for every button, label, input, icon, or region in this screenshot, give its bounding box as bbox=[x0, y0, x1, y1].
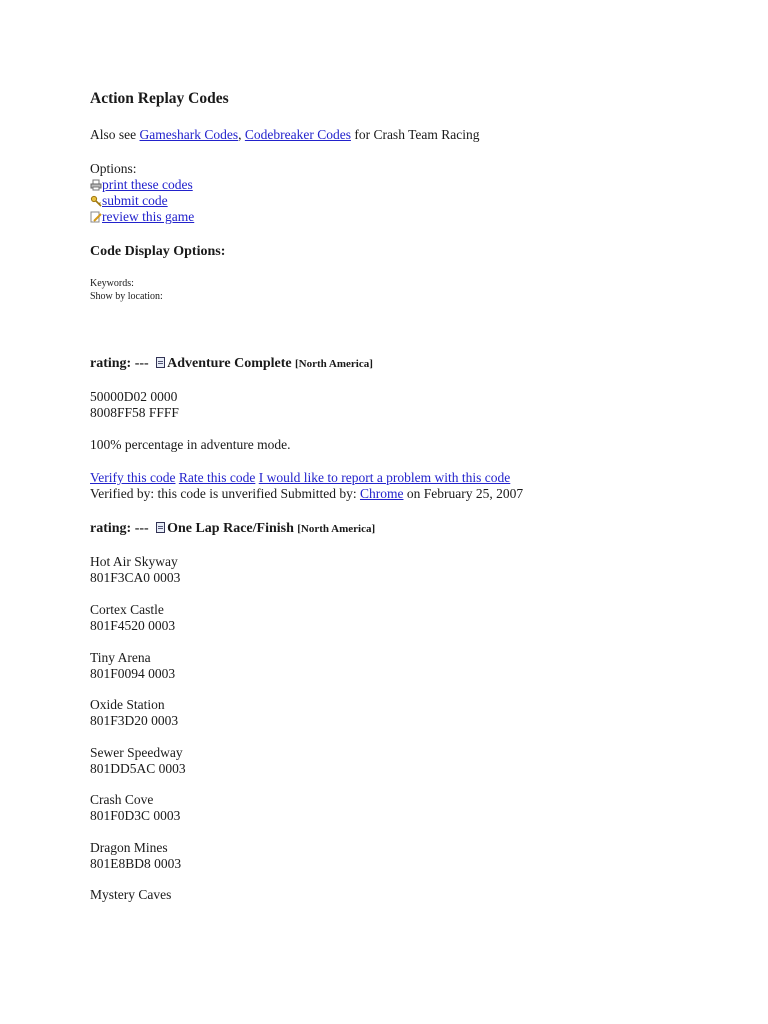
also-see-suffix: for Crash Team Racing bbox=[350, 127, 480, 142]
track-name: Mystery Caves bbox=[90, 887, 172, 902]
rating-label: rating: --- bbox=[90, 356, 149, 371]
document-icon bbox=[156, 522, 165, 533]
print-codes-link[interactable]: print these codes bbox=[102, 177, 193, 192]
track-block bbox=[90, 650, 175, 682]
display-options-heading: Code Display Options: bbox=[90, 244, 226, 259]
also-see-separator: , bbox=[238, 127, 245, 142]
track-name: Cortex Castle bbox=[90, 602, 164, 617]
options-label: Options: bbox=[90, 161, 137, 176]
verification-line bbox=[90, 486, 523, 502]
also-see-line bbox=[90, 127, 479, 143]
report-problem-link[interactable]: I would like to report a problem with this code bbox=[258, 470, 511, 485]
submit-code-link[interactable]: submit code bbox=[102, 193, 168, 208]
keywords-label: Keywords: bbox=[90, 278, 134, 289]
track-name: Hot Air Skyway bbox=[90, 554, 178, 569]
track-block bbox=[90, 792, 180, 824]
verify-code-link[interactable]: Verify this code bbox=[90, 470, 176, 485]
pencil-icon bbox=[90, 211, 102, 227]
track-block bbox=[90, 887, 171, 903]
track-name: Dragon Mines bbox=[90, 840, 168, 855]
track-block bbox=[90, 840, 181, 872]
track-name: Sewer Speedway bbox=[90, 745, 183, 760]
code-name: Adventure Complete bbox=[167, 356, 292, 371]
region-label: [North America] bbox=[295, 358, 373, 370]
track-block bbox=[90, 554, 180, 586]
track-name: Tiny Arena bbox=[90, 650, 151, 665]
track-code: 801F0D3C 0003 bbox=[90, 808, 181, 823]
track-block bbox=[90, 745, 186, 777]
track-name: Crash Cove bbox=[90, 792, 154, 807]
track-name: Oxide Station bbox=[90, 697, 165, 712]
document-icon bbox=[156, 357, 165, 368]
code-line: 50000D02 0000 bbox=[90, 389, 178, 404]
rate-code-link[interactable]: Rate this code bbox=[178, 470, 256, 485]
track-code: 801E8BD8 0003 bbox=[90, 856, 182, 871]
track-code: 801F0094 0003 bbox=[90, 666, 176, 681]
date-text: on February 25, 2007 bbox=[403, 486, 524, 501]
gameshark-codes-link[interactable]: Gameshark Codes bbox=[139, 127, 239, 142]
also-see-prefix: Also see bbox=[90, 127, 140, 142]
region-label: [North America] bbox=[297, 523, 376, 535]
track-code: 801F4520 0003 bbox=[90, 618, 176, 633]
review-game-link[interactable]: review this game bbox=[102, 209, 195, 224]
codebreaker-codes-link[interactable]: Codebreaker Codes bbox=[244, 127, 351, 142]
code-actions bbox=[90, 470, 510, 486]
track-code: 801F3D20 0003 bbox=[90, 713, 179, 728]
code-header bbox=[90, 355, 373, 372]
page-title: Action Replay Codes bbox=[90, 90, 229, 107]
option-review[interactable] bbox=[90, 209, 194, 227]
code-name: One Lap Race/Finish bbox=[167, 521, 294, 536]
verified-text: Verified by: this code is unverified Submitted by: bbox=[90, 486, 360, 501]
code-description: 100% percentage in adventure mode. bbox=[90, 437, 291, 452]
track-block bbox=[90, 602, 175, 634]
submitter-link[interactable]: Chrome bbox=[359, 486, 404, 501]
rating-label: rating: --- bbox=[90, 521, 149, 536]
code-line: 8008FF58 FFFF bbox=[90, 405, 179, 420]
track-code: 801DD5AC 0003 bbox=[90, 761, 186, 776]
location-label: Show by location: bbox=[90, 291, 163, 302]
code-header bbox=[90, 520, 375, 537]
track-code: 801F3CA0 0003 bbox=[90, 570, 181, 585]
track-block bbox=[90, 697, 178, 729]
